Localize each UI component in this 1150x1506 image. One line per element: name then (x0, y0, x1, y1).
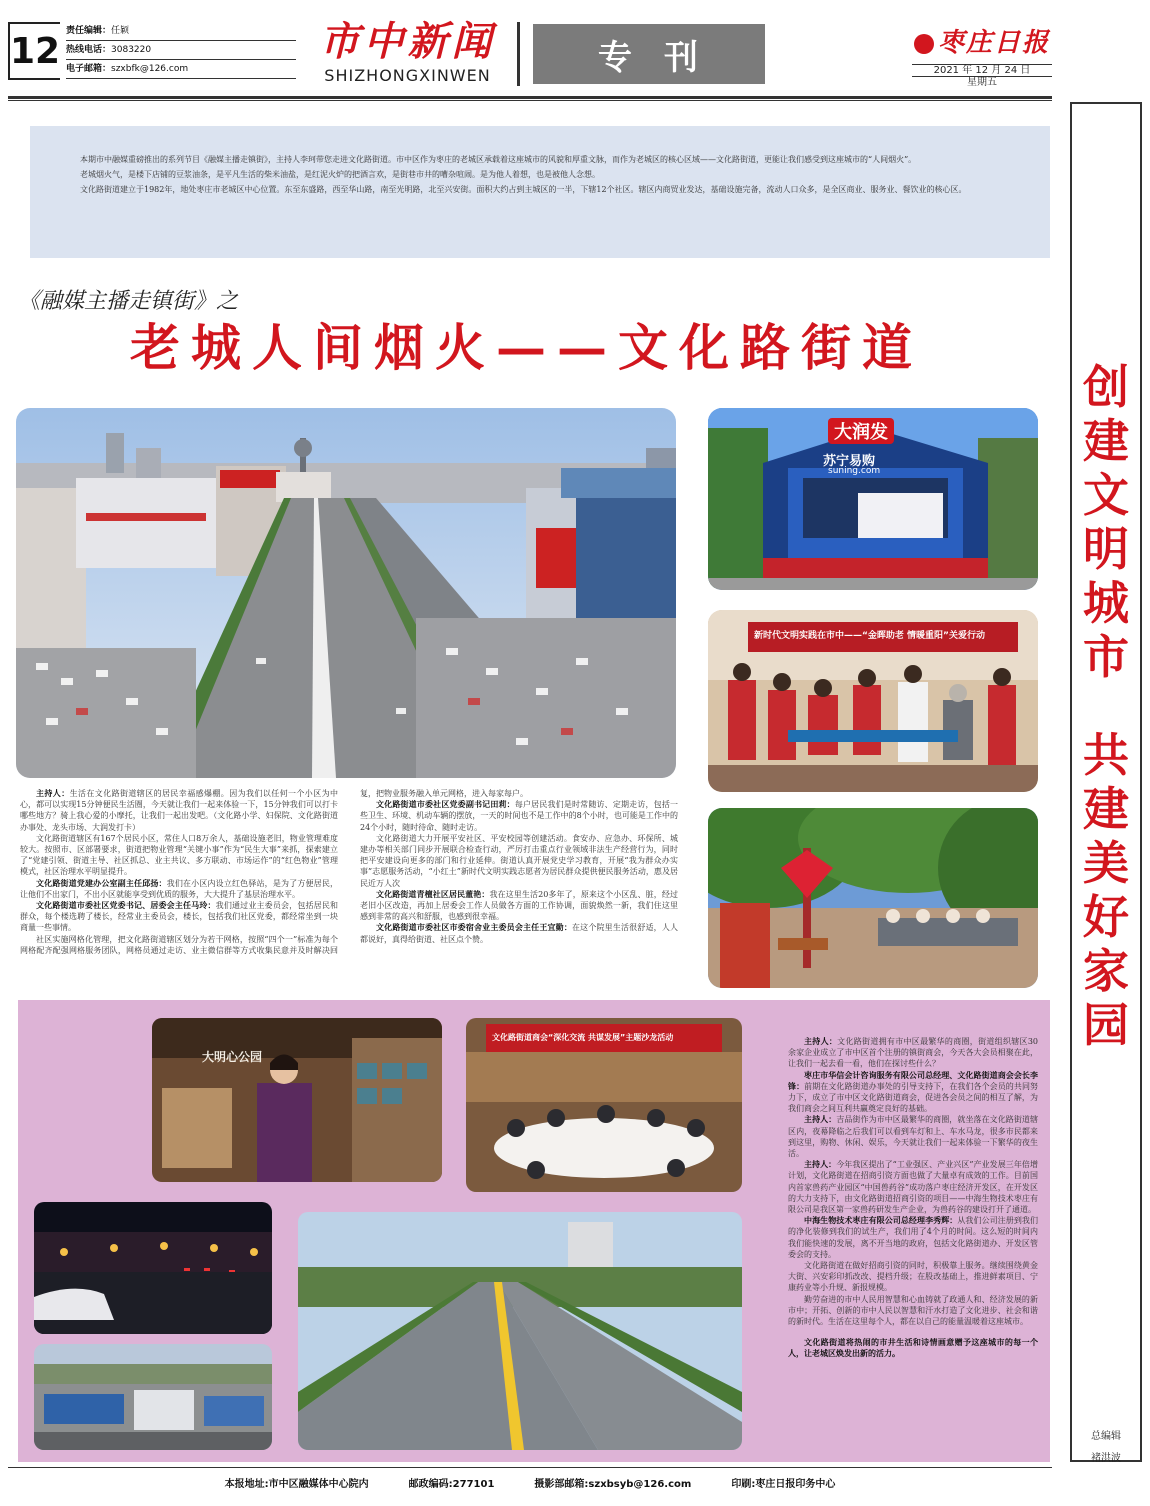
editor-info (66, 22, 296, 79)
meeting-banner: 文化路街道商会“深化交流 共谋发展”主题沙龙活动 (492, 1033, 674, 1042)
activity-banner: 新时代文明实践在市中——“金晖助老 情暖重阳”关爱行动 (754, 631, 985, 641)
footer-email: 摄影部邮箱:szxbsyb@126.com (534, 1479, 692, 1490)
chief-editor (1072, 1426, 1140, 1470)
footer-postcode: 邮政编码:277101 (408, 1479, 495, 1490)
new-road-photo (298, 1212, 742, 1450)
brand-logo (300, 18, 515, 85)
article-paragraph: 文化路街道党建办公室副主任邱扬：我们在小区内设立红色驿站，是为了方便居民，让他们不出家门，不出小区就能享受到优质的服务，大大提升了基层治理水平。 (20, 877, 339, 899)
article-paragraph: 主持人：吉品街作为市中区最繁华的商圈，就坐落在文化路街道辖区内，夜幕降临之后我们可以看到车灯和上、车水马龙，很多市民都来到这里，购物、休闲、娱乐，今天就让我们一起来体验一下繁华的夜生活。 (788, 1114, 1039, 1159)
article-paragraph: 主持人：生活在文化路街道辖区的居民幸福感爆棚。因为我们以任何一个小区为中心，都可以实现15分钟便民生活圈，今天就让我们一起来体验一下，15分钟我们可以打卡哪些地方？骑上我心爱的小摩托，让我们一起出发吧。（文化路小学、妇保院、文化路街道办事处、龙头市场、大润发打卡） (20, 788, 339, 832)
meeting-photo (466, 1018, 742, 1192)
article-paragraph: 文化路街道青檀社区居民董艳：我在这里生活20多年了，原来这个小区乱、脏，经过老旧小区改造，再加上居委会工作人员做各方面的工作协调，面貌焕然一新，我们住这里感到非常的高兴和舒服，也感到很幸福。 (360, 888, 678, 922)
intro-paragraph: 本期市中融媒重磅推出的系列节目《融媒主播走镇街》，主持人李珂带您走进文化路街道。市中区作为枣庄的老城区承载着这座城市的风貌和厚重文脉，而作为老城区的核心区域——文化路街道，更能让我们感受到这座城市的“人间烟火”。 (80, 155, 917, 164)
aerial-street-photo (16, 408, 676, 778)
volunteer-photo (708, 610, 1038, 792)
slogan-line-1: 创 建 文 明 城 市 (1083, 360, 1129, 684)
mall-photo (708, 408, 1038, 590)
hotline-row: 热线电话：3083220 (66, 41, 296, 60)
article-paragraph: 文化路街道市委社区市委宿舍业主委员会主任王宜勤：在这个院里生活很舒适，人人都说好，真得给街道、社区点个赞。 (360, 922, 678, 944)
host-photo (152, 1018, 442, 1182)
intro-paragraph: 老城烟火气，是楼下店铺的豆浆油条，是平凡生活的柴米油盐，是红泥火炉的把酒言欢，是街巷市井的嘈杂喧闹。是为他人着想，也是被他人念想。 (80, 170, 600, 179)
brand-cn: 市中新闻 (319, 18, 496, 65)
page-number: 12 (8, 22, 60, 80)
article-paragraph: 文化路街道辖区有167个居民小区，常住人口8万余人，基础设施老旧，物业管理难度较大。按照市、区部署要求，街道把物业管理“关键小事”作为“民生大事”来抓，探索建立了“党建引领、街道主导、社区抓总、业主共议、多方联动、市场运作”的“红色物业”管理模式，社区治理水平明显提升。 (20, 833, 338, 877)
suning-site: suning.com (828, 466, 881, 476)
top-rule (8, 96, 1052, 99)
article-paragraph: 文化路街道市委社区党委书记、居委会主任马玲：我们通过业主委员会，包括居民和群众，每个楼选聘了楼长，经常业主委员会，楼长，包括我们社区党委，都经常坐到一块商量一些事情。 (20, 900, 339, 933)
footer-address: 本报地址:市中区融媒体中心院内 (224, 1479, 369, 1490)
article-paragraph: 文化路街道在做好招商引资的同时，积极靠上服务。继续围绕黄金大街、兴安彩印抓改改、提档升级；在股改基础上，推进鲜素项目、宁康药业等小升规、新报规模。 (788, 1261, 1038, 1293)
intro-box (30, 126, 1050, 258)
date: 2021 年 12 月 24 日 (912, 64, 1052, 76)
paper-logo-icon (914, 34, 934, 54)
masthead-divider (517, 22, 520, 86)
article-paragraph: 主持人：文化路街道拥有市中区最繁华的商圈，街道组织辖区30余家企业成立了市中区首个注册的镇街商会，今天各大会员相聚在此，让我们一起去看一看，他们在探讨些什么？ (788, 1036, 1039, 1069)
chief-editor-name: 褚洪波 (1091, 1453, 1121, 1464)
closing-statement: 文化路街道将热闹的市井生活和诗情画意赠予这座城市的每一个人，让老城区焕发出新的活力。 (788, 1337, 1038, 1359)
intro-paragraph: 文化路街道建立于1982年，地处枣庄市老城区中心位置。东至东盛路，西至华山路，南至光明路，北至兴安街。面积大约占到主城区的一半，下辖12个社区。辖区内商贸业发达，基础设施完备，流动人口众多，是全区商业、服务业、餐饮业的核心区。 (80, 185, 967, 194)
section-label: 专刊 (533, 24, 765, 84)
brand-pinyin: SHIZHONGXINWEN (324, 66, 491, 85)
editor-email: szxbfk@126.com (111, 64, 189, 74)
headline-kicker: 《融媒主播走镇街》之 (18, 289, 239, 314)
hotline-number: 3083220 (111, 45, 152, 55)
headline-title: 老城人间烟火——文化路街道 (130, 318, 923, 377)
article-paragraph: 文化路街道市委社区党委副书记田莉：每户居民我们是时常随访、定期走访，包括一些卫生、环境、机动车辆的摆放，一天的时间也不是工作中的8个小时，也可能是工作中的24个小时，随时待命、随时走访。 (360, 799, 679, 832)
article-paragraph: 社区实施网格化管理，把文化路街道辖区划分为若干网格，按照“四个一”标准为每个网格配齐配强网格服务团队，网格员通过走访、业主微信群等方式收集民意并及时解决回复，把物业服务融入单元网格，进入每家每户。 (20, 789, 528, 955)
mall-sign: 大润发 (828, 418, 894, 444)
night-street-photo (34, 1202, 272, 1334)
article-top (20, 788, 678, 970)
footer (8, 1467, 1052, 1497)
park-photo (708, 808, 1038, 988)
footer-printer: 印刷:枣庄日报印务中心 (731, 1479, 836, 1490)
chief-editor-label: 总编辑 (1091, 1431, 1121, 1442)
article-paragraph: 文化路街道大力开展平安社区、平安校园等创建活动。食安办、应急办、环保所、城建办等相关部门同步开展联合检查行动，严厉打击重点行业领域非法生产经营行为，同时把平安建设向更多的部门和行业延伸。街道认真开展党史学习教育，开展“我为群众办实事”志愿服务活动，“小红土”新时代文明实践志愿者为居民群众提供便民服务活动，惠及居民近万人次 (360, 833, 678, 888)
issue-date (912, 64, 1052, 88)
article-paragraph: 枣庄市华信会计咨询服务有限公司总经理、文化路街道商会会长李锋：前期在文化路街道办事处的引导支持下，在我们各个会员的共同努力下，成立了市中区文化路街道商会，促进各会员之间的相互了解，为我们商会之间互利共赢奠定良好的基础。 (788, 1069, 1039, 1114)
article-paragraph: 中海生物技术枣庄有限公司总经理李秀辉：从我们公司注册到我们的净化装修到我们的试生产，我们用了4个月的时间。这么短的时间内我们能快速的发展，离不开当地的政府，包括文化路街道办、开发区管委会的支持。 (788, 1215, 1039, 1259)
suning-sign: 苏宁易购 (823, 454, 876, 469)
cafe-sign: 大明心公园 (202, 1050, 263, 1064)
industrial-park-photo (34, 1344, 272, 1450)
side-slogan (1076, 360, 1136, 1052)
top-rule-thin (8, 100, 1052, 101)
article-bottom (788, 1036, 1038, 1360)
slogan-line-2: 共 建 美 好 家 园 (1083, 728, 1129, 1052)
article-paragraph: 勤劳奋进的市中人民用智慧和心血铸就了政通人和、经济发展的新市中；开拓、创新的市中人民以智慧和汗水打造了文化进步、社会和谐的新时代。生活在这里每个人，都在以自己的能量温暖着这座城市。 (788, 1294, 1038, 1327)
weekday: 星期五 (912, 76, 1052, 88)
editor-name: 任颖 (111, 26, 130, 36)
paper-logo: 枣庄日报 (912, 22, 1052, 59)
editor-row: 责任编辑：任颖 (66, 22, 296, 41)
email-row: 电子邮箱：szxbfk@126.com (66, 60, 296, 79)
article-paragraph: 主持人：今年我区提出了“工业强区、产业兴区”产业发展三年倍增计划，文化路街道在招商引资方面也做了大量卓有成效的工作。目前国内首家兽药产业园区“中国兽药谷”成功落户枣庄经济开发区，在开发区的大力支持下，由文化路街道招商引资的项目——中海生物技术枣庄有限公司是我区第一家兽药研发生产企业，为兽药谷的建设打开了通道。 (788, 1159, 1038, 1215)
